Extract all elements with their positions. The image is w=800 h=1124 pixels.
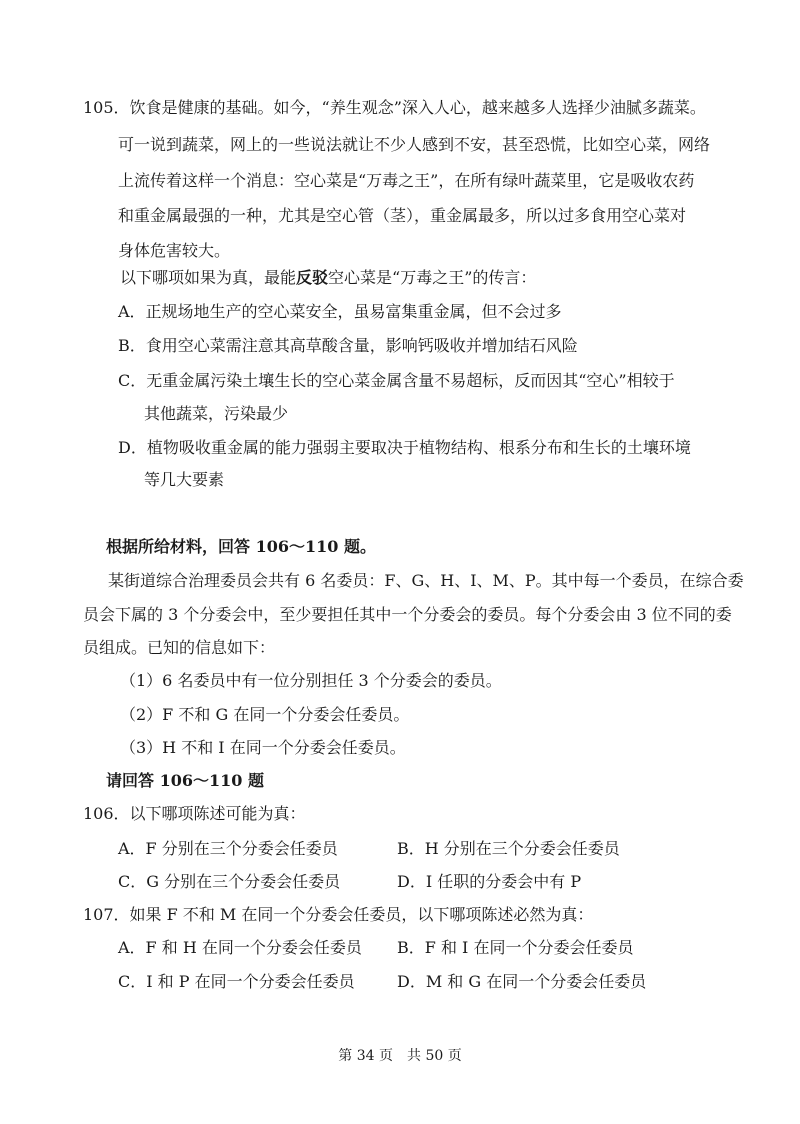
q106-option-c: C．G 分别在三个分委会任委员 — [118, 872, 341, 891]
q105-option-d-line-1: D．植物吸收重金属的能力强弱主要取决于植物结构、根系分布和生长的土壤环境 — [118, 438, 691, 457]
q105-question-pre: 以下哪项如果为真，最能 — [120, 268, 297, 287]
q105-question-post: 空心菜是“万毒之王”的传言： — [328, 268, 537, 287]
q107-option-a: A．F 和 H 在同一个分委会任委员 — [118, 938, 362, 957]
q105-option-c-line-2: 其他蔬菜，污染最少 — [144, 404, 289, 423]
q105-option-a: A．正规场地生产的空心菜安全，虽易富集重金属，但不会过多 — [118, 302, 562, 321]
material-condition-1: （1）6 名委员中有一位分别担任 3 个分委会的委员。 — [120, 671, 502, 690]
q107-option-b: B．F 和 I 在同一个分委会任委员 — [397, 938, 634, 957]
material-condition-2: （2）F 不和 G 在同一个分委会任委员。 — [120, 705, 410, 724]
q105-stem-line-3: 上流传着这样一个消息：空心菜是“万毒之王”，在所有绿叶蔬菜里，它是吸收农药 — [118, 171, 695, 190]
material-prompt: 请回答 106～110 题 — [106, 771, 264, 790]
q105-stem-line-1: 105．饮食是健康的基础。如今，“养生观念”深入人心，越来越多人选择少油腻多蔬菜。 — [83, 98, 706, 117]
q107-stem: 107．如果 F 不和 M 在同一个分委会任委员，以下哪项陈述必然为真： — [83, 905, 594, 924]
page-footer: 第 34 页 共 50 页 — [338, 1048, 462, 1064]
q105-option-d-line-2: 等几大要素 — [144, 470, 225, 489]
material-condition-3: （3）H 不和 I 在同一个分委会任委员。 — [120, 738, 406, 757]
material-para-line-2: 员会下属的 3 个分委会中，至少要担任其中一个分委会的委员。每个分委会由 3 位不同的委 — [83, 605, 732, 624]
q105-option-c-line-1: C．无重金属污染土壤生长的空心菜金属含量不易超标，反而因其“空心”相较于 — [118, 371, 675, 390]
material-para-line-1: 某街道综合治理委员会共有 6 名委员：F、G、H、I、M、P。其中每一个委员，在综合委 — [108, 571, 744, 590]
q105-stem-line-5: 身体危害较大。 — [118, 241, 231, 260]
q105-stem-line-4: 和重金属最强的一种，尤其是空心管（茎），重金属最多，所以过多食用空心菜对 — [118, 206, 687, 225]
q105-question — [120, 267, 536, 289]
q107-option-c: C．I 和 P 在同一个分委会任委员 — [118, 972, 355, 991]
material-para-line-3: 员组成。已知的信息如下： — [83, 638, 276, 657]
q106-option-d: D．I 任职的分委会中有 P — [397, 872, 582, 891]
q105-stem-line-2: 可一说到蔬菜，网上的一些说法就让不少人感到不安，甚至恐慌，比如空心菜，网络 — [118, 135, 711, 154]
material-heading: 根据所给材料，回答 106～110 题。 — [106, 537, 376, 556]
q106-option-b: B．H 分别在三个分委会任委员 — [397, 839, 620, 858]
q105-option-b: B．食用空心菜需注意其高草酸含量，影响钙吸收并增加结石风险 — [118, 336, 578, 355]
q106-stem: 106．以下哪项陈述可能为真： — [83, 804, 306, 823]
q107-option-d: D．M 和 G 在同一个分委会任委员 — [397, 972, 647, 991]
q106-option-a: A．F 分别在三个分委会任委员 — [118, 839, 338, 858]
q105-question-bold: 反驳 — [296, 268, 329, 287]
